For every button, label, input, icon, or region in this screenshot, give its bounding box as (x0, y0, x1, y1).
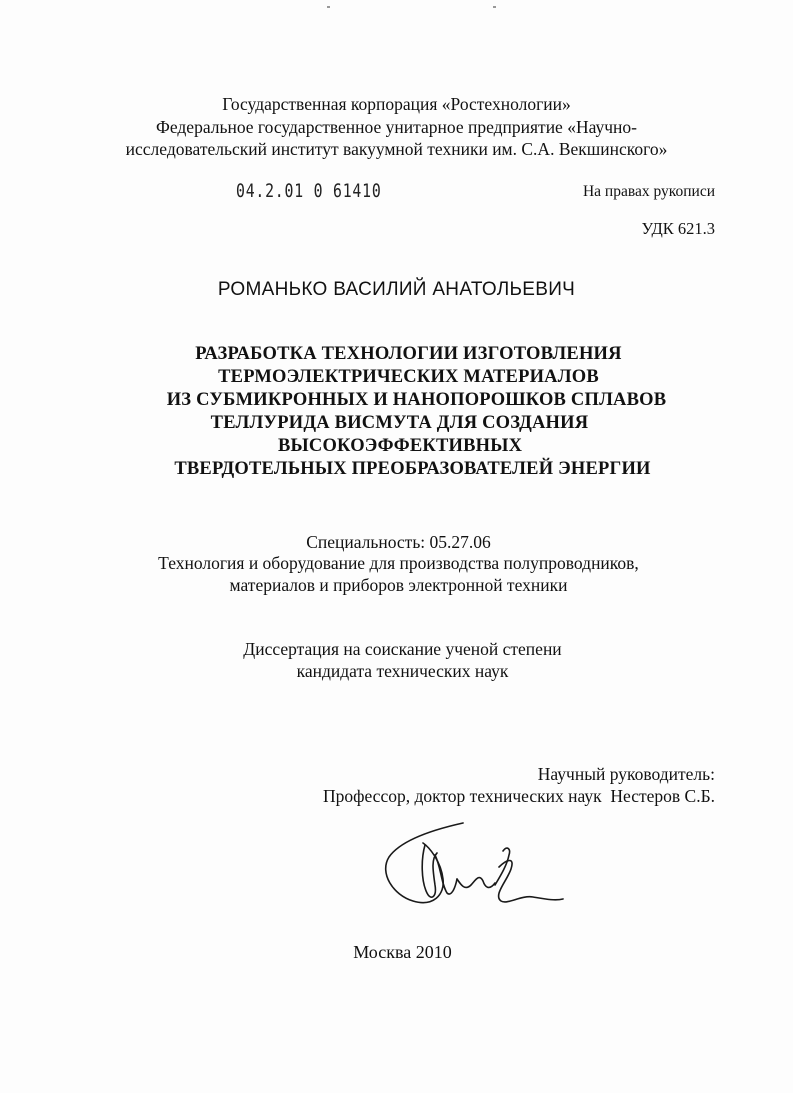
org-line-2: Федеральное государственное унитарное предприятие «Научно- (156, 117, 637, 137)
udk-code: УДК 621.3 (641, 219, 715, 238)
org-line-1: Государственная корпорация «Ростехнологии» (222, 94, 571, 114)
specialty-code: Специальность: 05.27.06 (306, 532, 491, 552)
specialty-line-2: материалов и приборов электронной техники (229, 575, 568, 595)
supervisor-label: Научный руководитель: (537, 764, 715, 784)
title-line-5: ВЫСОКОЭФФЕКТИВНЫХ (278, 436, 523, 456)
city-year: Москва 2010 (353, 942, 452, 962)
author-name: РОМАНЬКО ВАСИЛИЙ АНАТОЛЬЕВИЧ (217, 279, 576, 300)
title-line-1: РАЗРАБОТКА ТЕХНОЛОГИИ ИЗГОТОВЛЕНИЯ (195, 344, 622, 364)
degree-line-2: кандидата технических наук (296, 661, 509, 681)
registration-stamp-number: 04.2.01 0 61410 (236, 180, 382, 202)
title-line-6: ТВЕРДОТЕЛЬНЫХ ПРЕОБРАЗОВАТЕЛЕЙ ЭНЕРГИИ (174, 459, 651, 479)
supervisor-signature (375, 815, 575, 915)
scan-speck (493, 6, 496, 8)
title-line-4: ТЕЛЛУРИДА ВИСМУТА ДЛЯ СОЗДАНИЯ (210, 413, 589, 433)
supervisor-name: Профессор, доктор технических наук Нестеров С.Б. (323, 786, 715, 806)
degree-line-1: Диссертация на соискание ученой степени (243, 639, 562, 659)
title-line-2: ТЕРМОЭЛЕКТРИЧЕСКИХ МАТЕРИАЛОВ (218, 367, 599, 387)
manuscript-rights-note: На правах рукописи (582, 183, 715, 200)
org-line-3: исследовательский институт вакуумной техники им. С.А. Векшинского» (125, 139, 668, 159)
scan-speck (327, 6, 330, 8)
title-line-3: ИЗ СУБМИКРОННЫХ И НАНОПОРОШКОВ СПЛАВОВ (166, 390, 667, 410)
specialty-line-1: Технология и оборудование для производства полупроводников, (158, 553, 639, 573)
